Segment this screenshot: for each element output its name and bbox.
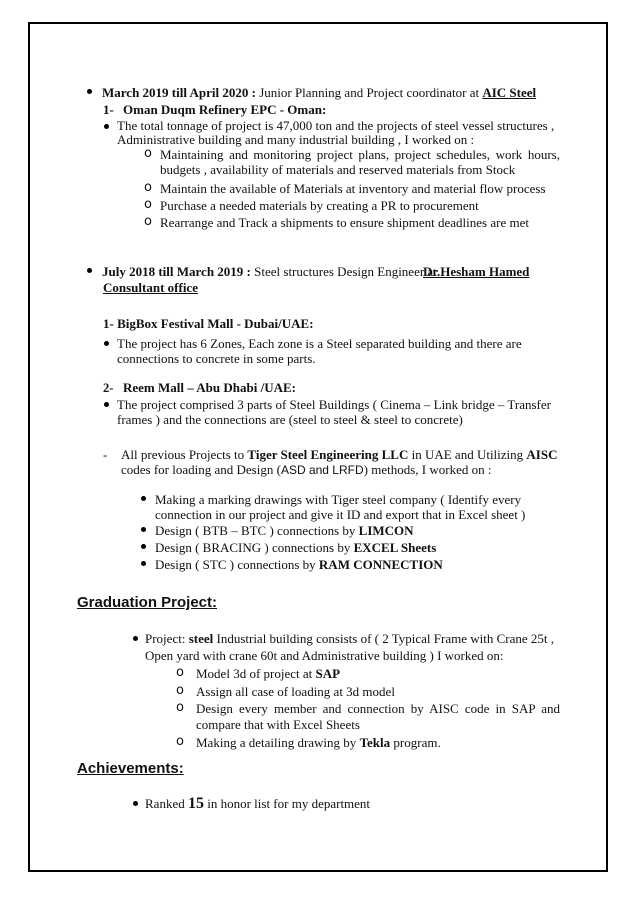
exp2-all-aisc: AISC [526, 447, 558, 462]
graduation-heading: Graduation Project: [77, 594, 218, 611]
bullet-icon [104, 402, 109, 407]
exp2-p2-line2: frames ) and the connections are (steel to steel & steel to concrete) [117, 412, 463, 427]
grad-line1 [145, 632, 554, 645]
bullet-icon [87, 89, 92, 94]
exp1-company: AIC Steel [482, 85, 537, 100]
exp2-all-line2 [121, 463, 491, 476]
exp2-w2b: LIMCON [358, 523, 414, 538]
grad-s1a: Model 3d of project at [196, 666, 316, 681]
exp2-w2a: Design ( BTB – BTC ) connections by [155, 523, 359, 538]
achievements-heading: Achievements: [77, 760, 184, 777]
circle-bullet-icon: o [144, 214, 152, 229]
exp2-line [102, 265, 437, 278]
circle-bullet-icon: o [176, 734, 184, 749]
bullet-icon [141, 544, 146, 549]
exp2-w3a: Design ( BRACING ) connections by [155, 540, 354, 555]
exp1-date: March 2019 till April 2020 : [102, 85, 256, 100]
grad-line1b: steel [188, 631, 214, 646]
grad-s4c: program. [390, 735, 441, 750]
exp2-p1-title: 1- BigBox Festival Mall - Dubai/UAE: [103, 316, 314, 331]
exp2-p1-line2: connections to concrete in some parts. [117, 351, 316, 366]
exp1-sub4: Rearrange and Track a shipments to ensure shipment deadlines are met [160, 215, 529, 230]
exp1-role: Junior Planning and Project coordinator at [255, 85, 483, 100]
exp2-w1-line1: Making a marking drawings with Tiger steel company ( Identify every [155, 492, 522, 507]
exp1-project-num: 1- [103, 102, 114, 117]
exp2-all-a: All previous Projects to [121, 447, 248, 462]
exp1-line [102, 86, 536, 99]
grad-s1 [196, 667, 340, 680]
bullet-icon [87, 268, 92, 273]
exp2-w2 [155, 524, 414, 537]
exp2-all-c: in UAE and Utilizing [408, 447, 527, 462]
exp2-p1-line1: The project has 6 Zones, Each zone is a Steel separated building and there are [117, 336, 522, 351]
exp1-sub2: Maintain the available of Materials at inventory and material flow process [160, 181, 546, 196]
exp1-sub1-line2: budgets , availability of materials and reserved materials from Stock [160, 162, 516, 177]
grad-s4 [196, 736, 441, 749]
exp1-sub1-line1: Maintaining and monitoring project plans, project schedules, work hours, [160, 147, 560, 162]
circle-bullet-icon: o [176, 683, 184, 698]
ach-rank: 15 [187, 795, 204, 812]
exp2-w4a: Design ( STC ) connections by [155, 557, 319, 572]
grad-s3-line1: Design every member and connection by AISC code in SAP and [196, 701, 560, 716]
bullet-icon [133, 801, 138, 806]
exp2-w3b: EXCEL Sheets [353, 540, 437, 555]
ach-a: Ranked [145, 796, 188, 811]
exp2-p2-title: Reem Mall – Abu Dhabi /UAE: [123, 380, 296, 395]
bullet-icon [141, 496, 146, 501]
grad-s1b: SAP [315, 666, 341, 681]
exp2-all-line2c: ) methods, I worked on : [363, 462, 492, 477]
grad-line2: Open yard with crane 60t and Administrative building ) I worked on: [145, 648, 504, 663]
exp2-w4b: RAM CONNECTION [318, 557, 443, 572]
achievement-1 [145, 796, 370, 812]
ach-c: in honor list for my department [203, 796, 371, 811]
exp2-w1-line2: connection in our project and give it ID and export that in Excel sheet ) [155, 507, 526, 522]
exp2-dash: - [103, 447, 108, 462]
exp2-w3 [155, 541, 436, 554]
exp1-desc-line1: The total tonnage of project is 47,000 ton and the projects of steel vessel structures , [117, 118, 555, 133]
exp2-role: Steel structures Design Engineer at [250, 264, 437, 279]
bullet-icon [141, 561, 146, 566]
grad-s4a: Making a detailing drawing by [196, 735, 360, 750]
exp2-p2-num: 2- [103, 381, 114, 395]
exp2-p2-line1: The project comprised 3 parts of Steel Buildings ( Cinema – Link bridge – Transfer [117, 397, 551, 412]
bullet-icon [133, 636, 138, 641]
circle-bullet-icon: o [144, 197, 152, 212]
exp2-company-line2: Consultant office [103, 280, 198, 295]
bullet-icon [141, 527, 146, 532]
exp1-desc-line2: Administrative building and many industrial building , I worked on : [117, 132, 475, 147]
grad-line1a: Project: [145, 631, 189, 646]
circle-bullet-icon: o [144, 180, 152, 195]
bullet-icon [104, 124, 109, 129]
grad-s4b: Tekla [359, 735, 391, 750]
circle-bullet-icon: o [176, 700, 184, 715]
grad-s3-line2: compare that with Excel Sheets [196, 717, 360, 732]
grad-s2: Assign all case of loading at 3d model [196, 684, 395, 699]
grad-line1c: Industrial building consists of ( 2 Typical Frame with Crane 25t , [213, 631, 555, 646]
exp1-project-title: Oman Duqm Refinery EPC - Oman: [123, 102, 327, 117]
exp2-date: July 2018 till March 2019 : [102, 264, 251, 279]
circle-bullet-icon: o [176, 665, 184, 680]
circle-bullet-icon: o [144, 146, 152, 161]
exp2-all-line2b: ASD and LRFD [280, 463, 364, 477]
exp2-all-line2a: codes for loading and Design ( [121, 462, 281, 477]
exp2-all-company: Tiger Steel Engineering LLC [247, 447, 409, 462]
exp2-all-line1 [121, 448, 558, 461]
bullet-icon [104, 341, 109, 346]
exp1-sub3: Purchase a needed materials by creating a PR to procurement [160, 198, 479, 213]
exp2-w4 [155, 558, 443, 571]
exp2-company-line1: Dr.Hesham Hamed [423, 264, 530, 279]
